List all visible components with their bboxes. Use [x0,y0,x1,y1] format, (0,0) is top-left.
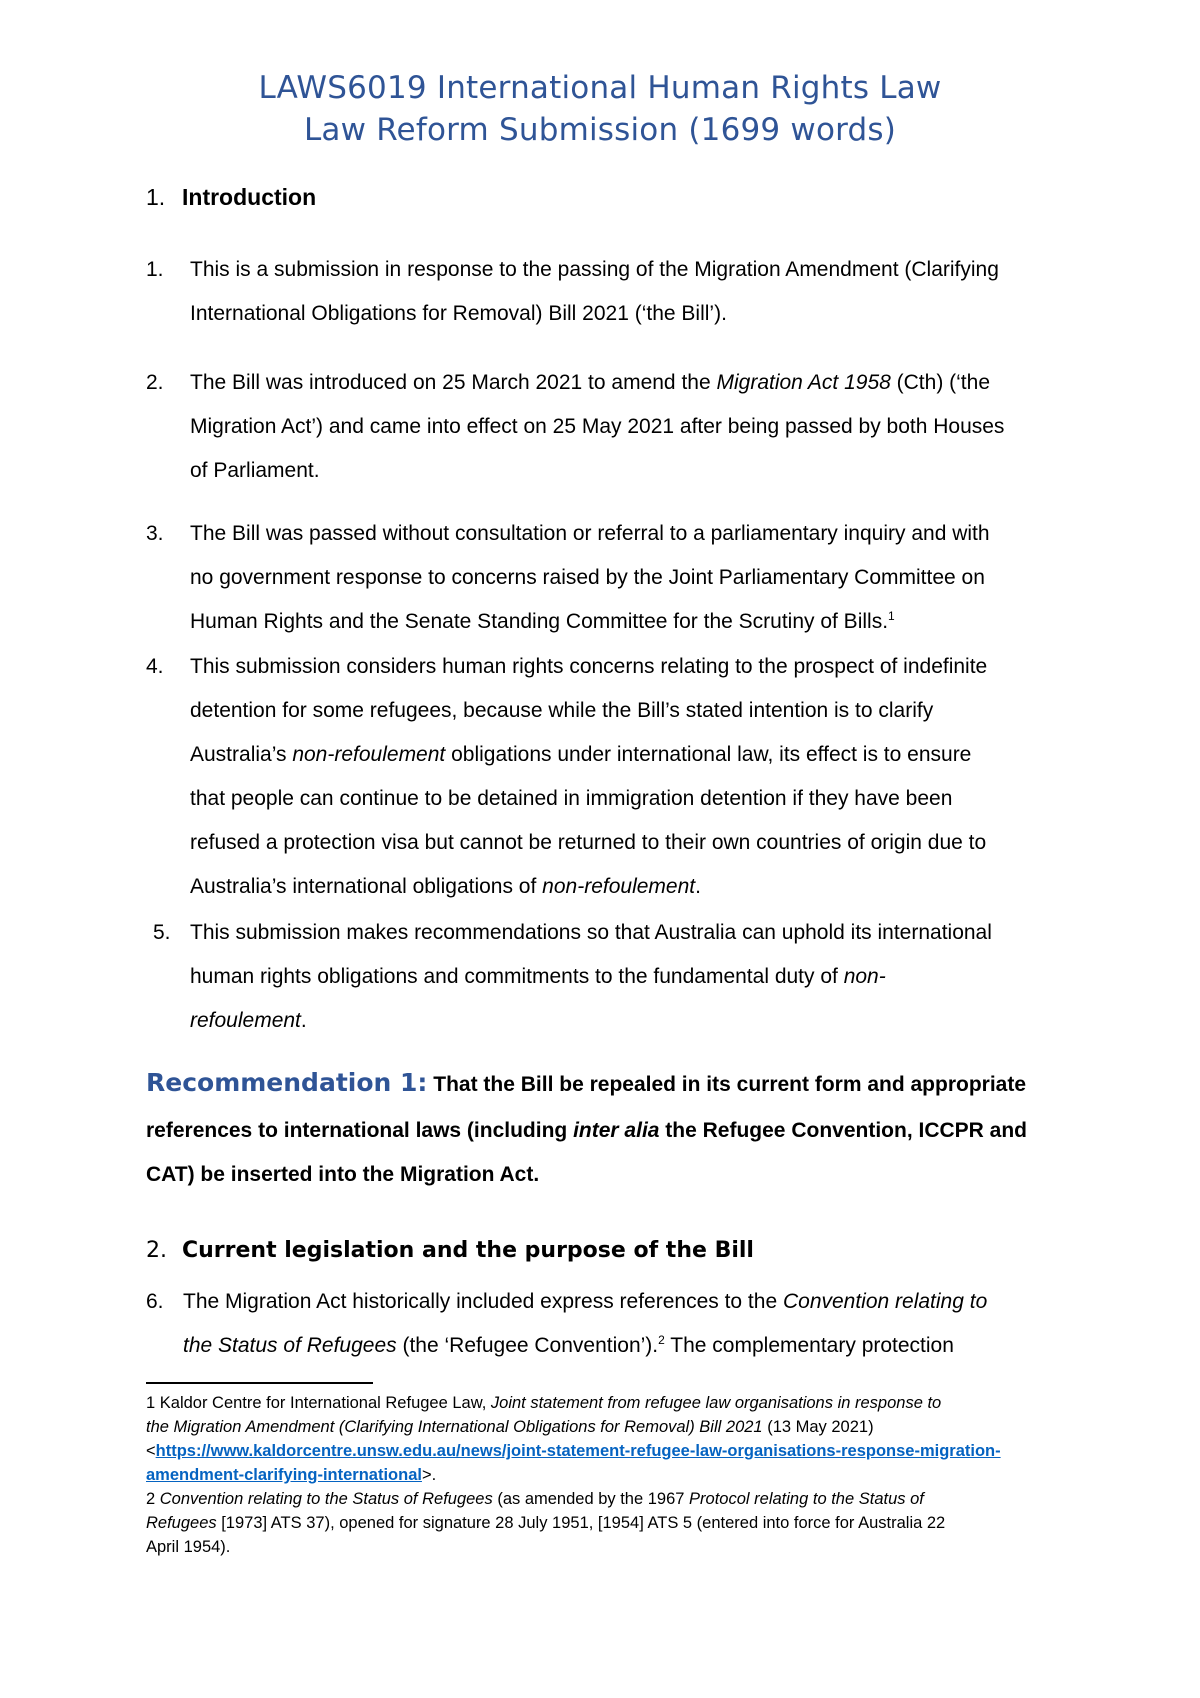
paragraph-line: refoulement. [190,1009,307,1032]
recommendation-1 [146,1068,1026,1097]
paragraph-number: 2. [146,371,164,394]
section-title: Current legislation and the purpose of the Bill [182,1238,754,1263]
act-title: Migration Act 1958 [716,371,891,394]
footnote-2: 2 Convention relating to the Status of Refugees (as amended by the 1967 Protocol relating to the Status of [146,1490,924,1508]
paragraph-line: that people can continue to be detained in immigration detention if they have been [190,787,953,810]
footnote-reference[interactable]: 1 [888,609,895,623]
paragraph-line: The Bill was introduced on 25 March 2021 to amend the Migration Act 1958 (Cth) (‘the [190,371,990,394]
section-title: Introduction [182,184,317,210]
paragraph-line: human rights obligations and commitments to the fundamental duty of non- [190,965,886,988]
section-number: 2. [146,1238,167,1263]
paragraph-line: the Status of Refugees (the ‘Refugee Convention’).$^2$ The complementary protection [183,1333,954,1357]
paragraph-line: Australia’s non-refoulement obligations under international law, its effect is to ensure [190,743,972,766]
paragraph-line: This is a submission in response to the passing of the Migration Amendment (Clarifying [190,258,999,281]
footnote-2-line: April 1954). [146,1538,231,1556]
footnote-reference[interactable]: 2 [658,1333,665,1347]
paragraph-line: International Obligations for Removal) Bill 2021 (‘the Bill’). [190,302,727,325]
recommendation-line: references to international laws (including inter alia the Refugee Convention, ICCPR and [146,1119,1027,1142]
paragraph-line: This submission considers human rights concerns relating to the prospect of indefinite [190,655,988,678]
paragraph-line: The Bill was passed without consultation or referral to a parliamentary inquiry and with [190,522,990,545]
footnote-separator [146,1382,373,1384]
paragraph-line: Migration Act’) and came into effect on 25 May 2021 after being passed by both Houses [190,415,1005,438]
paragraph-line: The Migration Act historically included express references to the Convention relating to [183,1290,988,1313]
paragraph-line: of Parliament. [190,459,320,482]
footnote-1-line: amendment-clarifying-international>. [146,1466,437,1484]
paragraph-line: detention for some refugees, because while the Bill’s stated intention is to clarify [190,699,934,722]
paragraph-line: refused a protection visa but cannot be returned to their own countries of origin due to [190,831,987,854]
paragraph-line: no government response to concerns raised by the Joint Parliamentary Committee on [190,566,985,589]
paragraph-line: This submission makes recommendations so that Australia can uphold its international [190,921,992,944]
paragraph-line: Australia’s international obligations of non-refoulement. [190,875,701,898]
footnote-link-continued[interactable]: amendment-clarifying-international [146,1466,422,1484]
footnote-2-line: Refugees [1973] ATS 37), opened for signature 28 July 1951, [1954] ATS 5 (entered into force for Australia 22 [146,1514,946,1532]
footnote-1: 1 Kaldor Centre for International Refugee Law, Joint statement from refugee law organisations in response to [146,1394,942,1412]
paragraph-line: Human Rights and the Senate Standing Committee for the Scrutiny of Bills.$^1$ [190,609,895,633]
document-subtitle: Law Reform Submission (1699 words) [303,112,897,148]
section-number: 1. [146,184,166,210]
footnote-1-line: <https://www.kaldorcentre.unsw.edu.au/news/joint-statement-refugee-law-organisations-response-migration- [146,1442,1001,1460]
recommendation-text: That the Bill be repealed in its current form and appropriate [427,1073,1027,1096]
recommendation-label: Recommendation 1: [146,1068,428,1097]
footnote-1-line: the Migration Amendment (Clarifying International Obligations for Removal) Bill 2021 (13 May 2021) [146,1418,874,1436]
paragraph-number: 1. [146,258,164,281]
paragraph-number: 6. [146,1290,164,1313]
footnote-link[interactable]: https://www.kaldorcentre.unsw.edu.au/news/joint-statement-refugee-law-organisations-response-migration- [155,1442,1001,1460]
paragraph-number: 3. [146,522,164,545]
document-title: LAWS6019 International Human Rights Law [258,70,942,106]
section-heading-introduction [146,184,316,211]
paragraph-number: 5. [153,921,171,944]
recommendation-line: CAT) be inserted into the Migration Act. [146,1163,540,1186]
paragraph-number: 4. [146,655,164,678]
section-heading-current-legislation [146,1238,754,1263]
